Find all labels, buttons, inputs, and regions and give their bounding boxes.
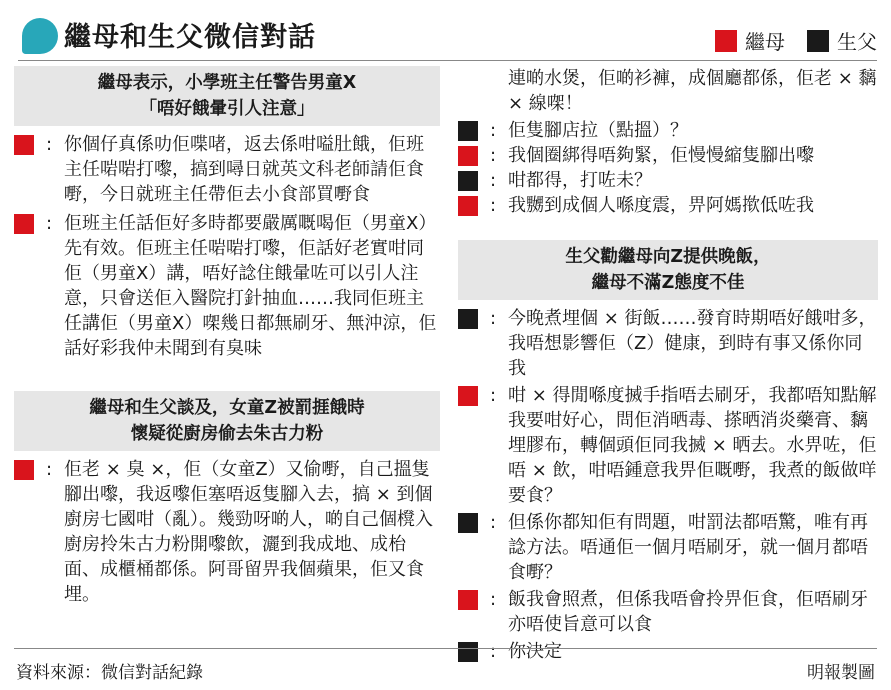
colon: : bbox=[45, 459, 53, 480]
message-stepmother bbox=[14, 457, 440, 607]
source-note: 資料來源：微信對話紀錄 bbox=[16, 663, 203, 683]
divider bbox=[14, 648, 877, 649]
message-text: 佢隻腳店拉（點搵）？ bbox=[508, 120, 688, 141]
colon: : bbox=[489, 589, 497, 610]
chat-bubble-icon bbox=[22, 18, 58, 54]
colon: : bbox=[489, 512, 497, 533]
footer bbox=[0, 648, 891, 690]
colon: : bbox=[489, 195, 497, 216]
section-heading: 生父勸繼母向Z提供晚飯， 繼母不滿Z態度不佳 bbox=[458, 240, 878, 300]
colon: : bbox=[489, 120, 497, 141]
legend-label: 繼母 bbox=[745, 30, 785, 54]
black-square-icon bbox=[458, 513, 478, 533]
colon: : bbox=[489, 385, 497, 406]
message-text: 佢老 × 臭 ×，佢（女童Z）又偷嘢，自己搵隻腳出嚟，我返嚟佢塞唔返隻腳入去，搞 × 到個廚房七國咁（亂）。幾勁呀啲人，啲自己個櫈入廚房拎朱古力粉開嚟飲，灑到我成地、成枱面、成櫃桶都係。阿哥留畀我個蘋果，佢又食埋。 bbox=[64, 459, 433, 605]
red-square-icon bbox=[14, 460, 34, 480]
legend bbox=[693, 26, 877, 55]
message-text: 你個仔真係叻佢喋啫，返去係咁嗌肚餓，佢班主任啱啱打嚟，搞到噚日就英文科老師請佢食嘢，今日就班主任帶佢去小食部買嘢食 bbox=[64, 134, 424, 205]
legend-item-father bbox=[807, 26, 877, 55]
right-column bbox=[458, 62, 878, 664]
message-text: 今晚煮埋個 × 街飯……發育時期唔好餓咁多，我唔想影響佢（Z）健康，到時有事又係你同我 bbox=[508, 308, 877, 379]
section-heading: 繼母和生父談及，女童Z被罰捱餓時 懷疑從廚房偷去朱古力粉 bbox=[14, 391, 440, 451]
message-stepmother bbox=[458, 587, 878, 637]
red-square-icon bbox=[14, 214, 34, 234]
red-square-icon bbox=[458, 196, 478, 216]
message-text: 咁 × 得閒喺度搣手指唔去刷牙，我都唔知點解我要咁好心，問佢消晒毒、搽晒消炎藥膏、黐埋膠布，轉個頭佢同我搣 × 晒去。水畀咗，佢唔 × 飲，咁唔鍾意我畀佢嘅嘢，我煮的飯做咩要食？ bbox=[508, 385, 877, 506]
section-heading: 繼母表示，小學班主任警告男童X 「唔好餓暈引人注意」 bbox=[14, 66, 440, 126]
message-continuation: 連啲水煲，佢啲衫褲，成個廳都係，佢老 × 黐 × 線㗎！ bbox=[508, 68, 877, 114]
colon: : bbox=[45, 213, 53, 234]
message-father bbox=[458, 510, 878, 585]
red-square-icon bbox=[14, 135, 34, 155]
divider bbox=[18, 60, 877, 61]
message-text: 飯我會照煮，但係我唔會拎畀佢食，佢唔刷牙亦唔使旨意可以食 bbox=[508, 589, 868, 635]
red-square-icon bbox=[458, 146, 478, 166]
red-square-icon bbox=[458, 590, 478, 610]
red-square-icon bbox=[715, 30, 737, 52]
message-text: 我嬲到成個人喺度震，畀阿媽揿低咗我 bbox=[508, 195, 814, 216]
message-stepmother bbox=[458, 383, 878, 508]
colon: : bbox=[45, 134, 53, 155]
left-column bbox=[14, 62, 440, 607]
message-text: 佢班主任話佢好多時都要嚴厲嘅喝佢（男童X）先有效。佢班主任啱啱打嚟，佢話好老實咁同佢（男童X）講，唔好諗住餓暈咗可以引人注意，只會送佢入醫院打針抽血……我同佢班主任講佢（男童X）㗎幾日都無刷牙、無沖涼，佢話好彩我仲未聞到有臭味 bbox=[64, 213, 437, 359]
colon: : bbox=[489, 145, 497, 166]
black-square-icon bbox=[458, 171, 478, 191]
page-title: 繼母和生父微信對話 bbox=[64, 22, 316, 53]
red-square-icon bbox=[458, 386, 478, 406]
legend-item-stepmother bbox=[715, 26, 785, 55]
black-square-icon bbox=[458, 309, 478, 329]
black-square-icon bbox=[458, 121, 478, 141]
message-stepmother bbox=[458, 143, 878, 168]
header bbox=[0, 0, 891, 62]
message-father bbox=[458, 118, 878, 143]
message-stepmother bbox=[14, 211, 440, 361]
message-stepmother bbox=[14, 132, 440, 207]
message-father bbox=[458, 168, 878, 193]
colon: : bbox=[489, 641, 497, 662]
black-square-icon bbox=[807, 30, 829, 52]
message-text: 但係你都知佢有問題，咁罰法都唔驚，唯有再諗方法。唔通佢一個月唔刷牙，就一個月都唔食嘢？ bbox=[508, 512, 868, 583]
credit-note: 明報製圖 bbox=[807, 663, 875, 683]
message-text: 咁都得，打咗未？ bbox=[508, 170, 652, 191]
message-stepmother bbox=[458, 193, 878, 218]
colon: : bbox=[489, 308, 497, 329]
colon: : bbox=[489, 170, 497, 191]
message-text: 你決定 bbox=[508, 641, 562, 662]
message-text: 我個圈綁得唔夠緊，佢慢慢縮隻腳出嚟 bbox=[508, 145, 814, 166]
message-father bbox=[458, 306, 878, 381]
legend-label: 生父 bbox=[837, 30, 877, 54]
